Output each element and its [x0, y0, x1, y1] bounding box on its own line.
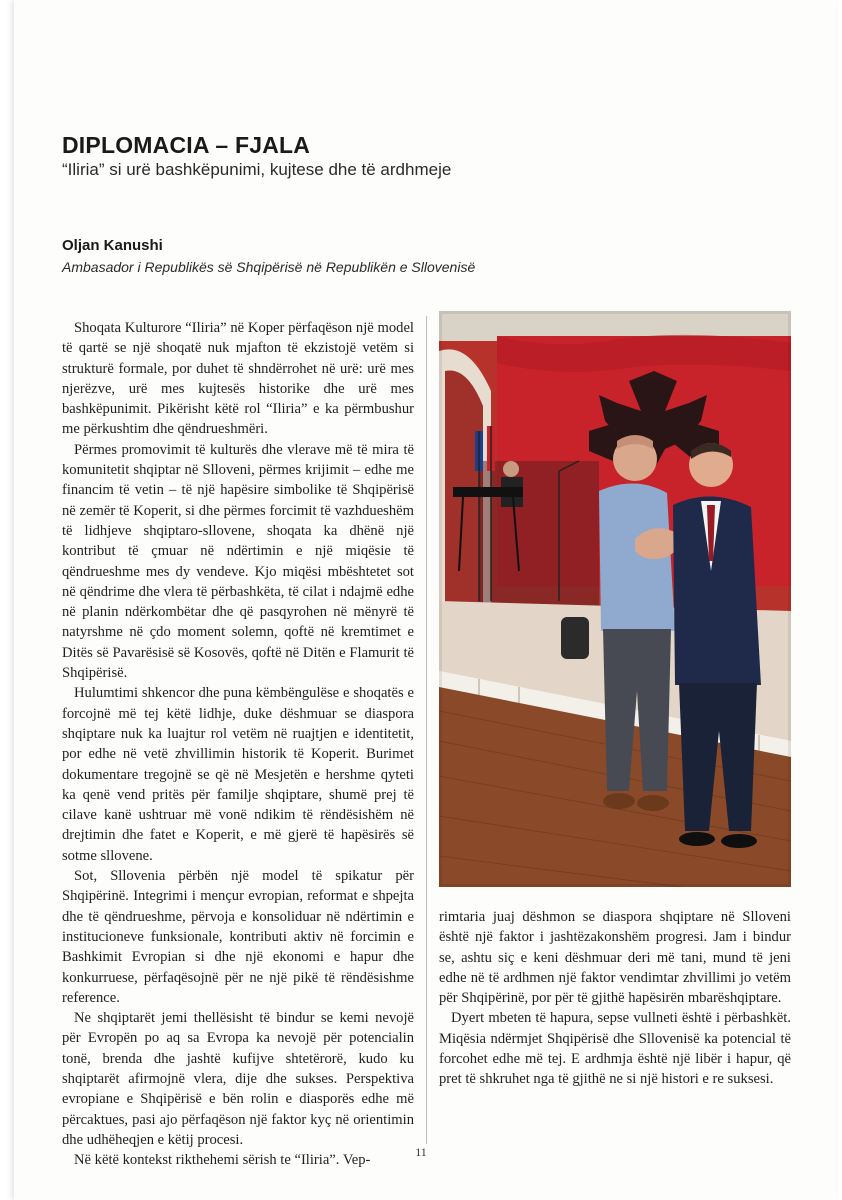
left-column: [62, 318, 414, 1170]
paragraph: Përmes promovimit të kulturës dhe vlerave më të mira të komunitetit shqiptar në Slloveni, përmes krijimit – edhe me financim të vetin – të një hapësire simbolike të Shqipërisë në zemër të Koperit, si dhe përmes forcimit të vazhdueshëm të lidhjeve shqiptaro-sllovene, shoqata ka dhënë një kontribut të çmuar në ndërtimin e një miqësie të qëndrueshme mes dy vendeve. Kjo miqësi mbështetet sot në qëndrime dhe vlera të përbashkëta, të cilat i ndajmë edhe në planin ndërkombëtar dhe që pasqyrohen në mënyrë të natyrshme në çdo moment solemn, qoftë në kremtimet e Ditës së Pavarësisë së Kosovës, qoftë në Ditën e Flamurit të Shqipërisë.: [62, 441, 414, 682]
right-column: [439, 907, 791, 1090]
paragraph: Shoqata Kulturore “Iliria” në Koper përfaqëson një model të qartë se një shoqatë nuk mjafton të ekzistojë vetëm si strukturë formale, por duhet të shndërrohet në urë: urë mes njerëzve, urë mes kujtesës historike dhe urë mes bashkëpunimit. Pikërisht këtë rol “Iliria” e ka përmbushur me përkushtim dhe qëndrueshmëri.: [62, 320, 414, 438]
column-divider: [426, 316, 427, 1144]
article-subtitle: “Iliria” si urë bashkëpunimi, kujtese dhe të ardhmeje: [62, 160, 452, 179]
article-title: DIPLOMACIA – FJALA: [62, 132, 311, 158]
paragraph: Në këtë kontekst rikthehemi sërish te “Iliria”. Vep-: [74, 1152, 371, 1169]
paragraph: Dyert mbeten të hapura, sepse vullneti është i përbashkët. Miqësia ndërmjet Shqipërisë dhe Sllovenisë ka potencial të forcohet edhe më tej. E ardhmja është një libër i hapur, që pret të shkruhet nga të gjithë ne si një histori e re suksesi.: [439, 1010, 791, 1088]
paragraph: Hulumtimi shkencor dhe puna këmbëngulëse e shoqatës e forcojnë më tej këtë lidhje, duke dëshmuar se diaspora shqiptare nuk ka luajtur rol vetëm në ruajtjen e identitetit, por edhe në vetë zhvillimin historik të Koperit. Burimet dokumentare tregojnë se që në Mesjetën e hershme qyteti ka qenë vend pritës për familje shqiptare, shumë prej të cilave kanë ushtruar më vonë ndikim të rëndësishëm në drejtimin dhe fatet e Koperit, e më gjerë të hapësirës së sotme sllovene.: [62, 685, 414, 864]
author-role: Ambasador i Republikës së Shqipërisë në Republikën e Sllovenisë: [62, 259, 476, 275]
author-name: Oljan Kanushi: [62, 237, 163, 254]
page-number: 11: [415, 1145, 427, 1159]
paragraph: rimtaria juaj dëshmon se diaspora shqiptare në Slloveni është një faktor i jashtëzakonshëm progresi. Jam i bindur se, ashtu siç e keni dëshmuar deri më tani, mund të jeni edhe në të ardhmen një faktor vendimtar zhvillimi jo vetëm për Shqipërinë, por për të gjithë hapësirën mbarëshqiptare.: [439, 909, 791, 1007]
paragraph: Ne shqiptarët jemi thellësisht të bindur se kemi nevojë për Evropën po aq sa Evropa ka nevojë për potencialin tonë, brenda dhe jashtë kufijve shtetërorë, kudo ku shqiptarët afirmojnë vlera, dije dhe sukses. Perspektiva evropiane e Shqipërisë e bën rolin e diasporës edhe më përcaktues, pasi ajo përfaqëson një faktor kyç në orientimin dhe udhëheqjen e këtij procesi.: [62, 1010, 414, 1148]
paragraph: Sot, Sllovenia përbën një model të spikatur për Shqipërinë. Integrimi i mençur evropian, reformat e shpejta dhe të qëndrueshme, përvoja e konsoliduar në ndërtimin e institucioneve funksionale, kontributi aktiv në forcimin e Bashkimit Evropian si dhe një ekonomi e hapur dhe konkurruese, përfaqësojnë për ne një pikë të rëndësishme reference.: [62, 868, 414, 1006]
event-photo: [439, 311, 791, 887]
photo-illustration: [439, 311, 791, 887]
